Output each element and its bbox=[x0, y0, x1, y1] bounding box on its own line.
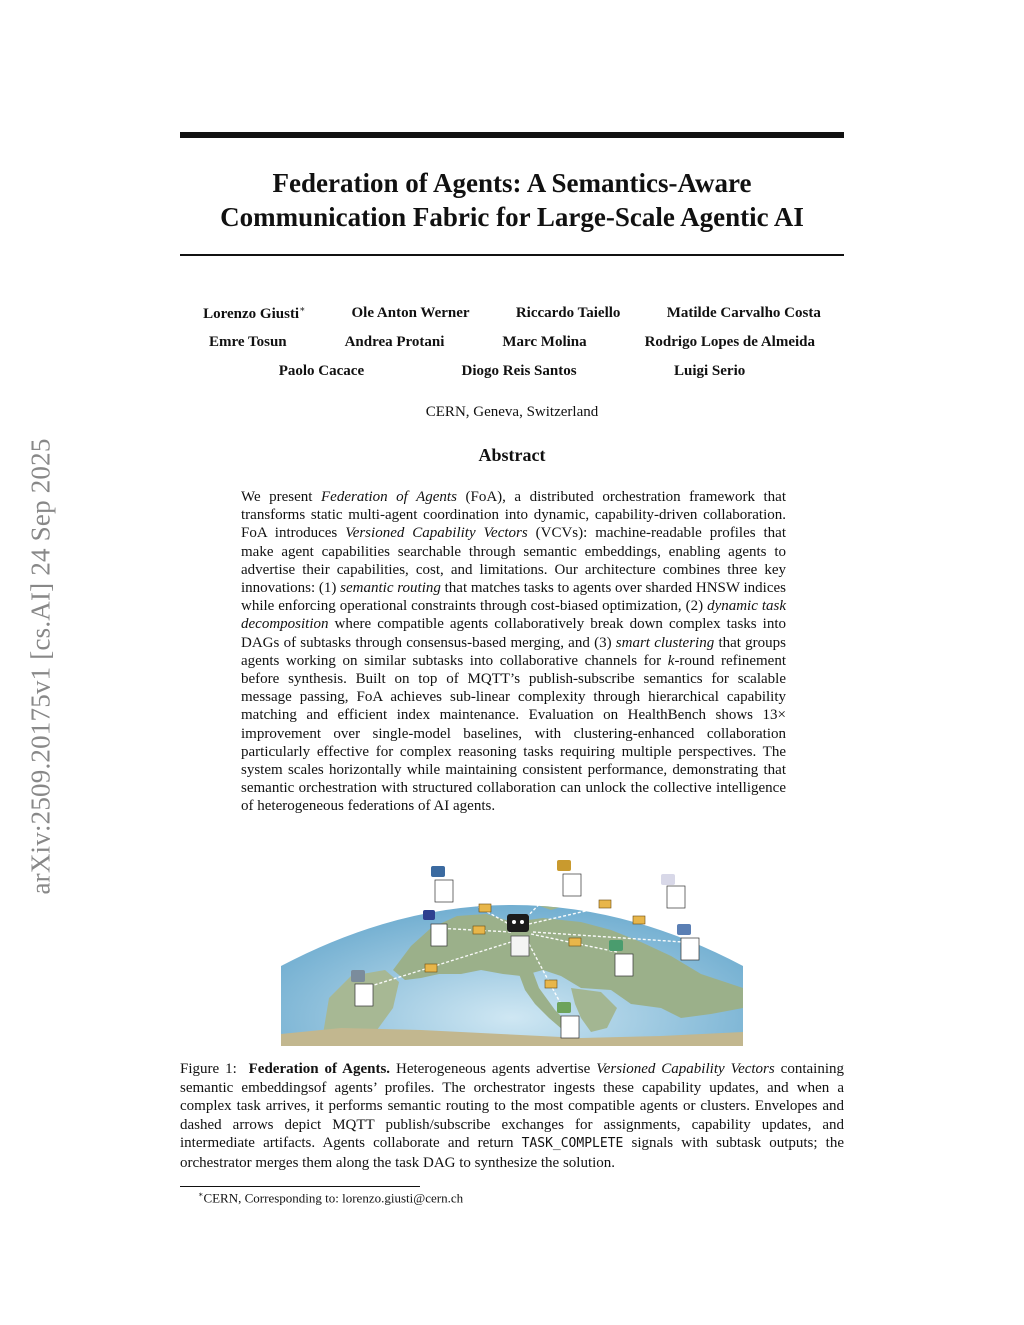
author: Ole Anton Werner bbox=[351, 305, 470, 321]
envelope-icon bbox=[569, 938, 581, 946]
figure-caption: Figure 1: Federation of Agents. Heterogeneous agents advertise Versioned Capability Vectors containing semantic embeddingsof agents’ profiles. The orchestrator ingests these capability updates, and when a complex task arrives, it performs semantic routing to the most compatible agents or clusters. Envelopes and dashed arrows depict MQTT publish/subscribe exchanges for assignments, capability updates, and intermediate artifacts. Agents collaborate and return TASK_COMPLETE signals with subtask outputs; the orchestrator merges them along the task DAG to synthesize the solution. bbox=[180, 1061, 845, 1171]
author-list bbox=[180, 299, 844, 386]
footnote bbox=[198, 1190, 463, 1206]
author: Marc Molina bbox=[502, 334, 587, 350]
footnote-mark: ∗ bbox=[198, 1190, 204, 1199]
footnote-text: CERN, Corresponding to: lorenzo.giusti@cern.ch bbox=[203, 1190, 464, 1206]
author: Diogo Reis Santos bbox=[461, 363, 577, 379]
envelope-icon bbox=[473, 926, 485, 934]
title-line-2: Communication Fabric for Large-Scale Agentic AI bbox=[220, 202, 804, 232]
footnote-rule bbox=[180, 1186, 420, 1187]
arxiv-stamp bbox=[18, 378, 64, 954]
author: Matilde Carvalho Costa bbox=[666, 305, 821, 321]
title-top-rule bbox=[180, 132, 844, 138]
caption-label: Figure 1: bbox=[180, 1061, 237, 1077]
paper-title bbox=[180, 166, 844, 234]
envelope-icon bbox=[425, 964, 437, 972]
title-line-1: Federation of Agents: A Semantics-Aware bbox=[272, 168, 752, 198]
author: Riccardo Taiello bbox=[515, 305, 621, 321]
envelope-icon bbox=[545, 980, 557, 988]
author-row-3 bbox=[180, 357, 844, 386]
author: Rodrigo Lopes de Almeida bbox=[644, 334, 816, 350]
author: Paolo Cacace bbox=[278, 363, 365, 379]
affiliation: CERN, Geneva, Switzerland bbox=[425, 404, 599, 420]
author-row-1 bbox=[180, 299, 844, 328]
author-row-2 bbox=[180, 328, 844, 357]
agent-robot-icon bbox=[557, 860, 581, 896]
author: Lorenzo Giusti∗ bbox=[203, 304, 306, 322]
envelope-icon bbox=[599, 900, 611, 908]
agent-robot-icon bbox=[431, 866, 453, 902]
envelope-icon bbox=[479, 904, 491, 912]
arxiv-stamp-text: arXiv:2509.20175v1 [cs.AI] 24 Sep 2025 bbox=[25, 437, 56, 895]
author: Luigi Serio bbox=[674, 363, 746, 379]
envelope-icon bbox=[633, 916, 645, 924]
caption-title: Federation of Agents. bbox=[248, 1061, 391, 1077]
agent-robot-icon bbox=[661, 874, 685, 908]
federation-figure bbox=[281, 858, 743, 1046]
title-bottom-rule bbox=[180, 254, 844, 256]
author: Andrea Protani bbox=[344, 334, 445, 350]
abstract-body: We present Federation of Agents (FoA), a distributed orchestration framework that transforms static multi-agent coordination into dynamic, capability-driven collaboration. FoA introduces Versioned Capability Vectors (VCVs): machine-readable profiles that make agent capabilities searchable through semantic embeddings, enabling agents to advertise their capabilities, cost, and limitations. Our architecture combines three key innovations: (1) semantic routing that matches tasks to agents over sharded HNSW indices while enforcing operational constraints through cost-biased optimization, (2) dynamic task decomposition where compatible agents collaboratively break down complex tasks into DAGs of subtasks through consensus-based merging, and (3) smart clustering that groups agents working on similar subtasks into collaborative channels for k-round refinement before synthesis. Built on top of MQTT’s publish-subscribe semantics for scalable message passing, FoA achieves sub-linear complexity through hierarchical capability matching and efficient index maintenance. Evaluation on HealthBench shows 13× improvement over single-model baselines, with clustering-enhanced collaboration particularly effective for complex reasoning tasks requiring multiple perspectives. The system scales horizontally while maintaining consistent performance, demonstrating that semantic orchestration with structured collaboration can unlock the collective intelligence of heterogeneous federations of AI agents. bbox=[241, 489, 787, 815]
abstract-heading: Abstract bbox=[478, 445, 546, 465]
code-task-complete: TASK_COMPLETE bbox=[521, 1136, 624, 1152]
corresponding-mark: ∗ bbox=[299, 304, 306, 314]
author: Emre Tosun bbox=[208, 334, 287, 350]
